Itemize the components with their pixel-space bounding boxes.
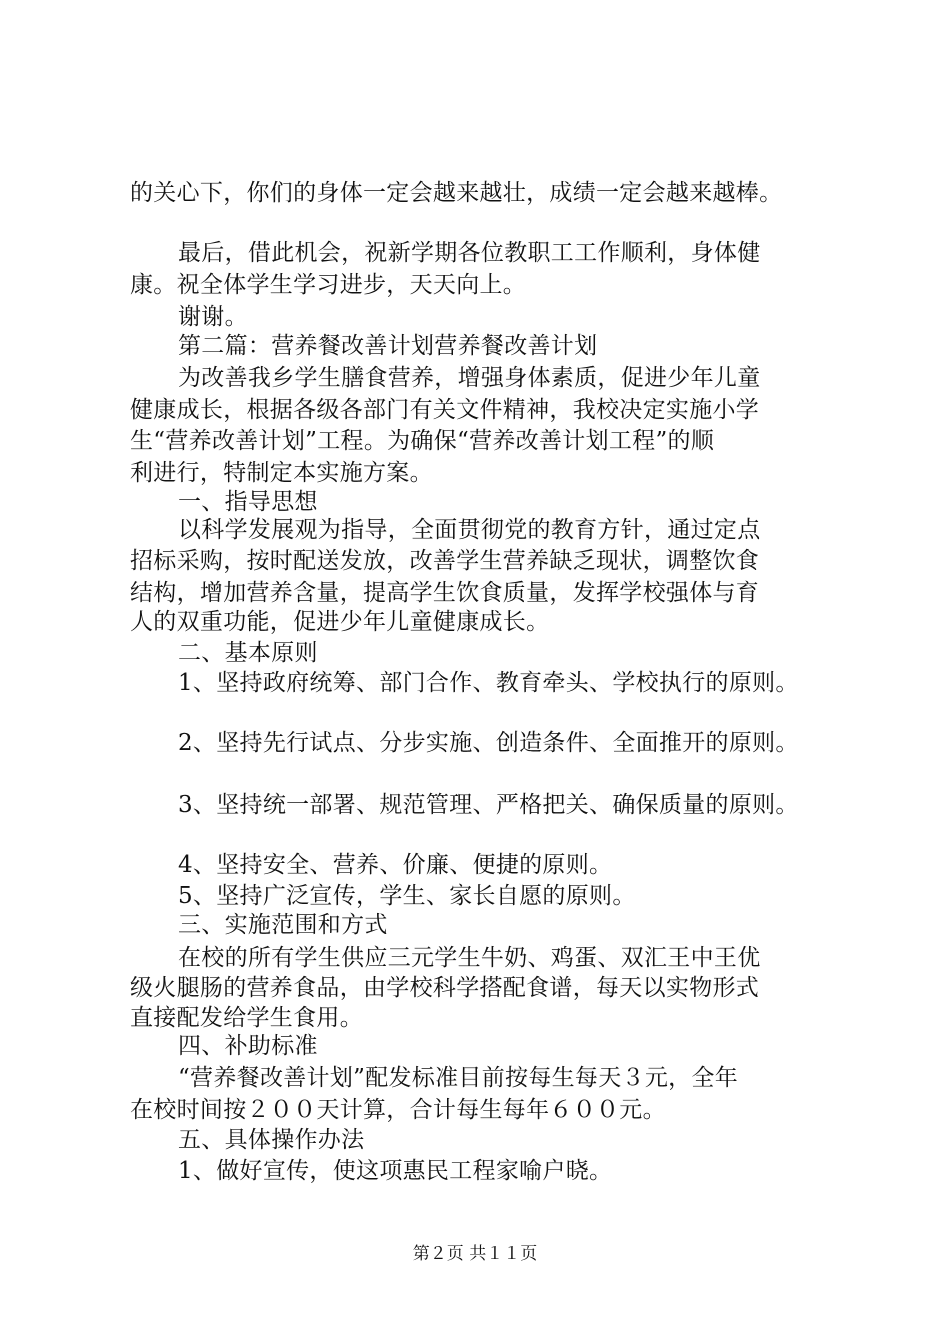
text-line: 谢谢。 [178,304,248,330]
section-heading: 三、实施范围和方式 [178,912,388,938]
section-heading: 四、补助标准 [178,1033,318,1059]
list-item: 4、坚持安全、营养、价廉、便捷的原则。 [178,852,613,878]
list-item: 1、做好宣传，使这项惠民工程家喻户晓。 [178,1158,613,1184]
text-line: 直接配发给学生食用。 [130,1005,363,1031]
text-line: 级火腿肠的营养食品，由学校科学搭配食谱，每天以实物形式 [130,975,760,1001]
text-line: 生“营养改善计划”工程。为确保“营养改善计划工程”的顺 [130,428,715,454]
page-number-footer: 第２页 共１１页 [412,1244,538,1264]
section-heading: 第二篇：营养餐改善计划营养餐改善计划 [178,333,598,359]
text-line: 结构，增加营养含量，提高学生饮食质量，发挥学校强体与育 [130,580,760,606]
list-item: 1、坚持政府统筹、部门合作、教育牵头、学校执行的原则。 [178,670,799,696]
section-heading: 一、指导思想 [178,489,318,515]
text-line: 的关心下，你们的身体一定会越来越壮，成绩一定会越来越棒。 [130,180,783,206]
text-line: 健康成长，根据各级各部门有关文件精神，我校决定实施小学 [130,397,760,423]
text-line: “营养餐改善计划”配发标准目前按每生每天３元，全年 [178,1065,739,1091]
text-line: 人的双重功能，促进少年儿童健康成长。 [130,609,550,635]
text-line: 利进行，特制定本实施方案。 [130,460,433,486]
list-item: 2、坚持先行试点、分步实施、创造条件、全面推开的原则。 [178,730,799,756]
section-heading: 二、基本原则 [178,640,318,666]
text-line: 康。祝全体学生学习进步，天天向上。 [130,272,527,298]
list-item: 5、坚持广泛宣传，学生、家长自愿的原则。 [178,883,636,909]
list-item: 3、坚持统一部署、规范管理、严格把关、确保质量的原则。 [178,792,799,818]
text-line: 以科学发展观为指导，全面贯彻党的教育方针，通过定点 [178,517,761,543]
text-line: 在校的所有学生供应三元学生牛奶、鸡蛋、双汇王中王优 [178,945,761,971]
text-line: 最后，借此机会，祝新学期各位教职工工作顺利，身体健 [178,240,761,266]
text-line: 招标采购，按时配送发放，改善学生营养缺乏现状，调整饮食 [130,548,760,574]
text-line: 为改善我乡学生膳食营养，增强身体素质，促进少年儿童 [178,365,761,391]
section-heading: 五、具体操作办法 [178,1127,365,1153]
text-line: 在校时间按２００天计算，合计每生每年６００元。 [130,1097,666,1123]
